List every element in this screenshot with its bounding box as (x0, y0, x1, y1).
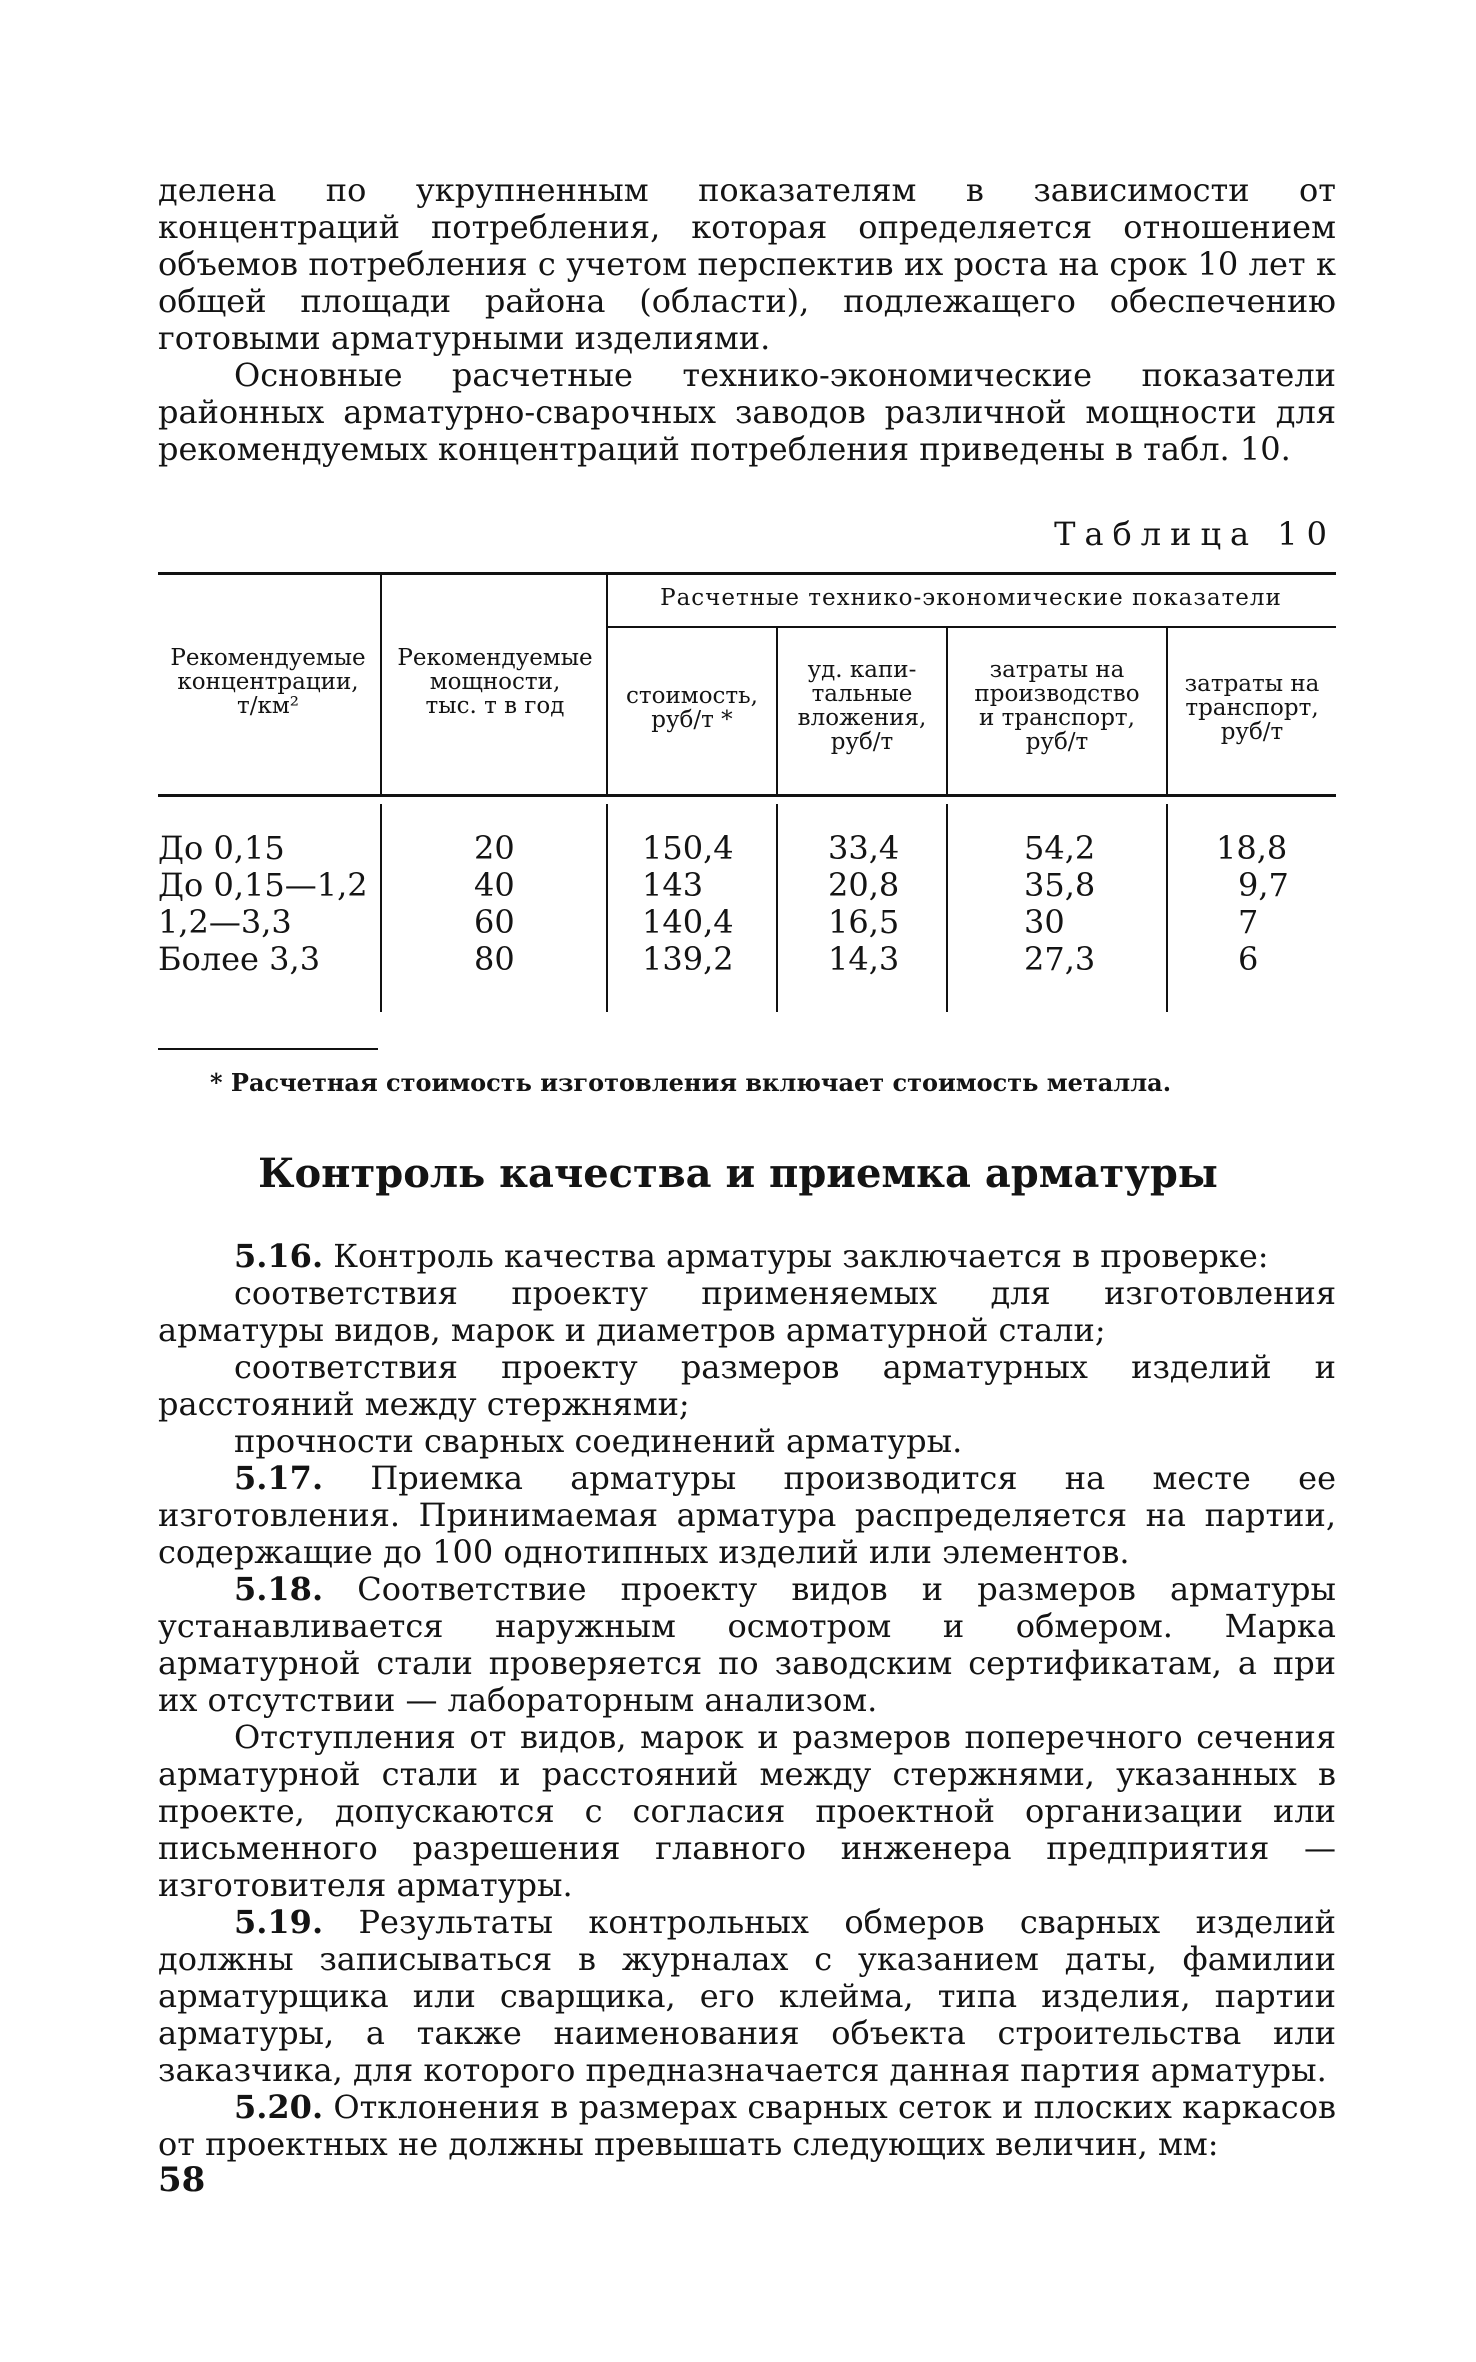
table-cell: Более 3,3 (158, 940, 321, 978)
intro-paragraph-1: делена по укрупненным показателям в зависимости от концентраций потребления, которая определяется отношением объемов потребления с учетом перспектив их роста на срок 10 лет к общей площади района (области), подлежащего обеспечению готовыми арматурными изделиями. (158, 171, 1336, 357)
table-cell: 33,4 (828, 829, 900, 867)
table-cell: 9,7 (1238, 866, 1289, 904)
col-header-capital: уд. капи- тальные вложения, руб/т (797, 657, 927, 755)
table-cell: 80 (474, 940, 515, 978)
paragraph-5-20: 5.20. Отклонения в размерах сварных сеток и плоских каркасов от проектных не должны превышать следующих величин, мм: (158, 2088, 1336, 2163)
col-header-cost: стоимость, руб/т * (626, 683, 758, 733)
col-header-capacity: Рекомендуемые мощности, тыс. т в год (397, 645, 593, 719)
page-number: 58 (158, 2160, 206, 2200)
body-divider (946, 804, 948, 1012)
intro-paragraph-2: Основные расчетные технико-экономические показатели районных арматурно-сварочных заводов различной мощности для рекомендуемых концентраций потребления приведены в табл. 10. (158, 356, 1336, 468)
table-cell: 150,4 (642, 829, 734, 867)
group-header-rule (606, 626, 1336, 628)
check-item-3: прочности сварных соединений арматуры. (234, 1422, 963, 1460)
table-cell: 54,2 (1024, 829, 1096, 867)
table-cell: 14,3 (828, 940, 900, 978)
table-caption: Таблица 10 (1054, 515, 1336, 553)
table-cell: 16,5 (828, 903, 900, 941)
table-cell: 35,8 (1024, 866, 1096, 904)
intro-text (158, 172, 1336, 468)
body-divider (606, 804, 608, 1012)
check-item-2: соответствия проекту размеров арматурных изделий и расстояний между стержнями; (158, 1348, 1336, 1423)
table-cell: До 0,15—1,2 (158, 866, 368, 904)
col-header-transport: затраты на транспорт, руб/т (1184, 671, 1320, 745)
paragraph-5-18: 5.18. Соответствие проекту видов и размеров арматуры устанавливается наружным осмотром и обмером. Марка арматурной стали проверяется по заводским сертификатам, а при их отсутствии — лабораторным анализом. (158, 1570, 1337, 1719)
table-cell: 30 (1024, 903, 1065, 941)
body-text (158, 1238, 1336, 2163)
data-table (158, 572, 1336, 1012)
table-cell: 6 (1238, 940, 1259, 978)
table-top-rule (158, 572, 1336, 575)
group-header: Расчетные технико-экономические показатели (660, 585, 1282, 611)
table-cell: 140,4 (642, 903, 734, 941)
table-cell: 139,2 (642, 940, 734, 978)
table-cell: 40 (474, 866, 515, 904)
paragraph-5-17: 5.17. Приемка арматуры производится на месте ее изготовления. Принимаемая арматура распределяется на партии, содержащие до 100 однотипных изделий или элементов. (158, 1459, 1337, 1571)
body-divider (776, 804, 778, 1012)
table-cell: 1,2—3,3 (158, 903, 292, 941)
body-divider (380, 804, 382, 1012)
header-bottom-rule (158, 794, 1336, 797)
col-header-concentration: Рекомендуемые концентрации, т/км² (170, 645, 366, 719)
table-cell: 143 (642, 866, 704, 904)
body-divider (1166, 804, 1168, 1012)
table-cell: До 0,15 (158, 829, 285, 867)
table-cell: 60 (474, 903, 515, 941)
col-header-production-transport: затраты на производство и транспорт, руб/т (974, 657, 1140, 755)
paragraph-5-19: 5.19. Результаты контрольных обмеров сварных изделий должны записываться в журналах с указанием даты, фамилии арматурщика или сварщика, его клейма, типа изделия, партии арматуры, а также наименования объекта строительства или заказчика, для которого предназначается данная партия арматуры. (158, 1903, 1336, 2089)
table-cell: 27,3 (1024, 940, 1096, 978)
section-title: Контроль качества и приемка арматуры (258, 1150, 1218, 1197)
footnote-rule (158, 1048, 378, 1050)
paragraph-5-18-continued: Отступления от видов, марок и размеров поперечного сечения арматурной стали и расстояний между стержнями, указанных в проекте, допускаются с согласия проектной организации или письменного разрешения главного инженера предприятия — изготовителя арматуры. (158, 1718, 1336, 1904)
table-footnote: * Расчетная стоимость изготовления включает стоимость металла. (210, 1068, 1172, 1097)
paragraph-5-16: 5.16. Контроль качества арматуры заключается в проверке: (234, 1237, 1269, 1275)
table-cell: 20,8 (828, 866, 900, 904)
table-cell: 18,8 (1216, 829, 1288, 867)
table-cell: 20 (474, 829, 515, 867)
table-cell: 7 (1238, 903, 1259, 941)
check-item-1: соответствия проекту применяемых для изготовления арматуры видов, марок и диаметров арматурной стали; (158, 1274, 1336, 1349)
